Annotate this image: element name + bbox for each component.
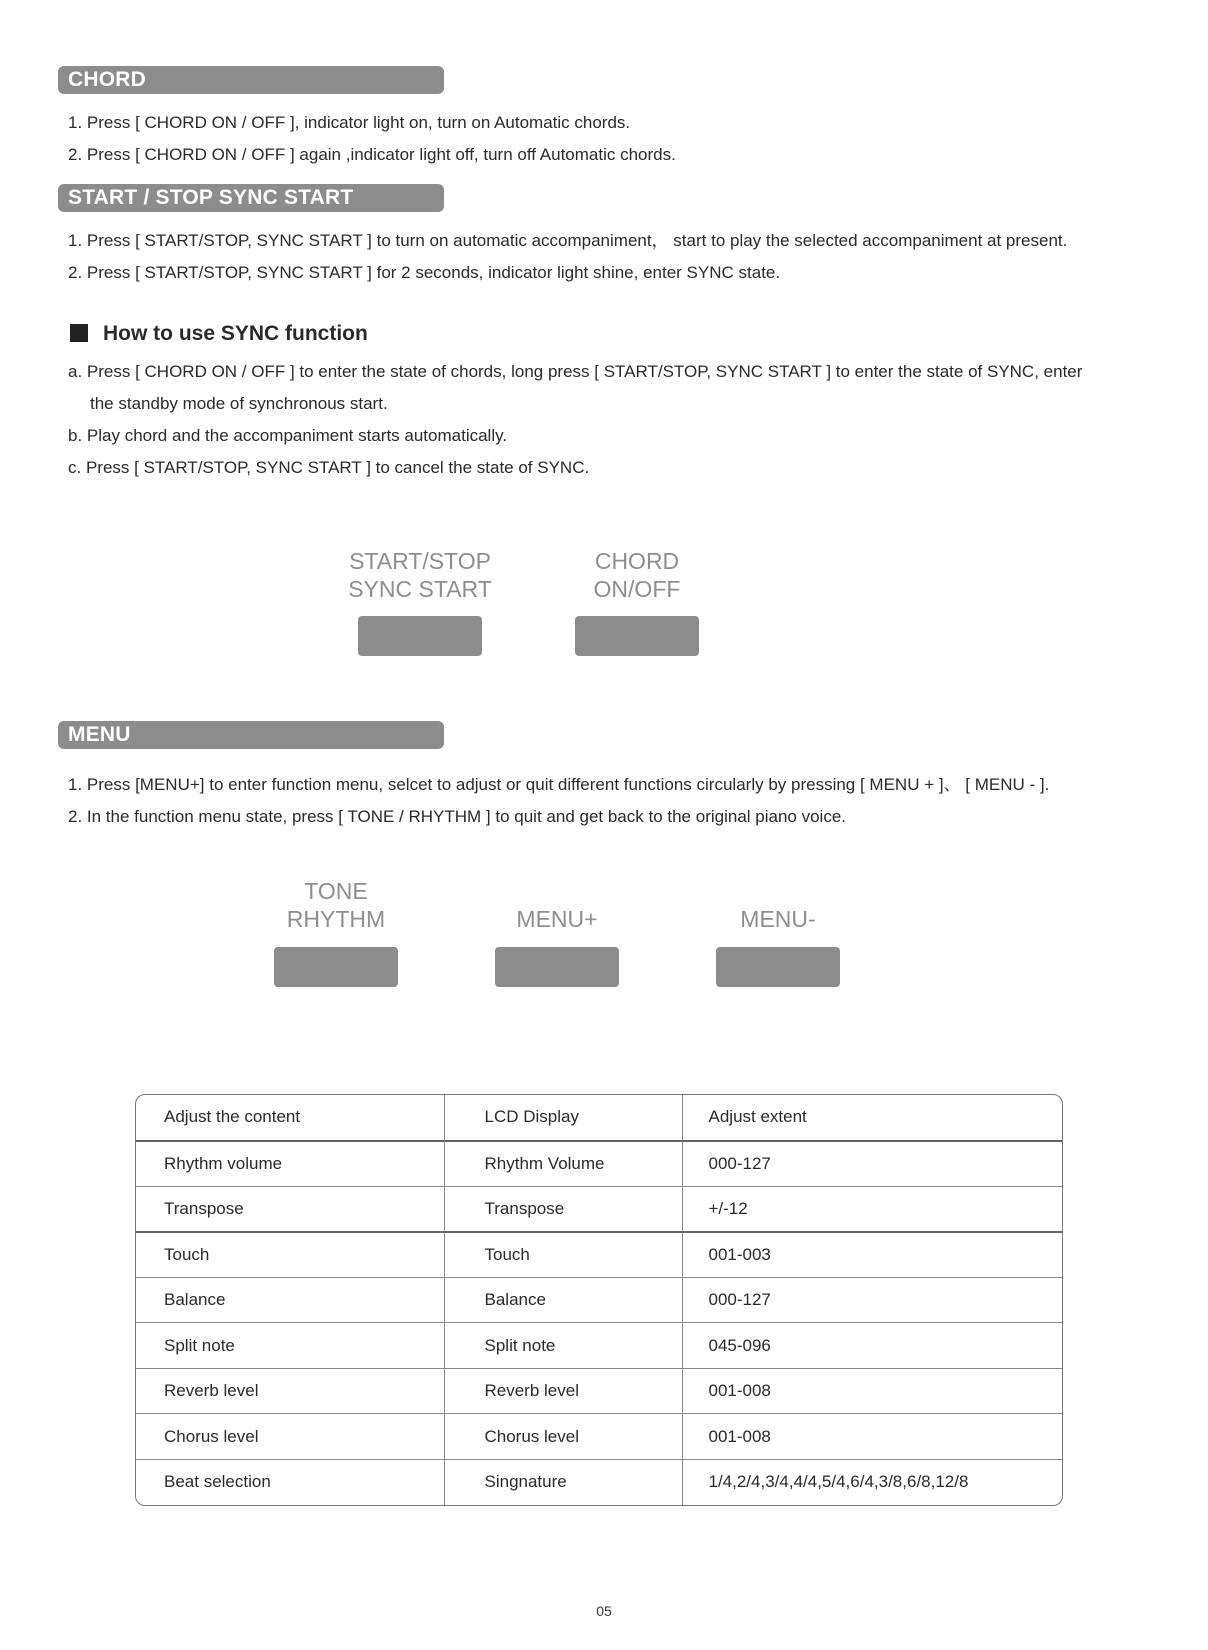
table-cell: 001-008 [682, 1414, 1062, 1460]
chord-item-1: 1. Press [ CHORD ON / OFF ], indicator light on, turn on Automatic chords. [68, 113, 631, 132]
table-row [136, 1277, 1062, 1323]
sync-heading-text: How to use SYNC function [103, 322, 368, 345]
table-cell: Balance [136, 1277, 444, 1323]
table-cell: 1/4,2/4,3/4,4/4,5/4,6/4,3/8,6/8,12/8 [708, 1472, 969, 1492]
menu-plus-button[interactable] [495, 947, 619, 987]
table-row [136, 1232, 1062, 1278]
tone-rhythm-button[interactable] [274, 947, 398, 987]
sync-item-c: c. Press [ START/STOP, SYNC START ] to cancel the state of SYNC. [68, 458, 590, 477]
table-cell: Reverb level [444, 1368, 682, 1414]
menu-minus-button[interactable] [716, 947, 840, 987]
start-stop-sync-button[interactable] [358, 616, 482, 656]
header-adjust-extent: Adjust extent [682, 1095, 1062, 1141]
table-cell: 000-127 [682, 1141, 1062, 1187]
sync-item-a-cont: the standby mode of synchronous start. [90, 394, 388, 413]
menu-item-1: 1. Press [MENU+] to enter function menu, selcet to adjust or quit different functions circularly by pressing [ MENU + ]、 [ MENU - ]. [68, 775, 1050, 794]
table-cell: Singnature [444, 1459, 682, 1505]
menu-item-2: 2. In the function menu state, press [ TONE / RHYTHM ] to quit and get back to the original piano voice. [68, 807, 846, 826]
table-row [136, 1141, 1062, 1187]
tone-label-2: RHYTHM [286, 906, 386, 932]
table-cell: Chorus level [136, 1414, 444, 1460]
table-row [136, 1414, 1062, 1460]
start-stop-item-1: 1. Press [ START/STOP, SYNC START ] to turn on automatic accompaniment， start to play the selected accompaniment at present. [68, 231, 1068, 250]
start-stop-item-2: 2. Press [ START/STOP, SYNC START ] for 2 seconds, indicator light shine, enter SYNC state. [68, 263, 781, 282]
sync-heading [70, 322, 368, 346]
table-cell: Touch [136, 1232, 444, 1278]
table-header-row [136, 1095, 1062, 1141]
menu-section-title: MENU [58, 721, 444, 749]
start-stop-section-title: START / STOP SYNC START [58, 184, 444, 212]
table-row [136, 1323, 1062, 1369]
table-cell: Transpose [444, 1186, 682, 1232]
table-cell: Touch [444, 1232, 682, 1278]
table-row [136, 1459, 1062, 1505]
sync-item-b: b. Play chord and the accompaniment starts automatically. [68, 426, 508, 445]
menu-minus-label: MENU- [740, 906, 816, 932]
sync-item-a: a. Press [ CHORD ON / OFF ] to enter the state of chords, long press [ START/STOP, SYNC START ] to enter the state of SYNC, enter [68, 362, 1083, 381]
table-cell: Beat selection [136, 1459, 444, 1505]
table-row [136, 1368, 1062, 1414]
table-cell: 001-008 [682, 1368, 1062, 1414]
start-stop-label-1: START/STOP [349, 548, 491, 574]
table-cell: Balance [444, 1277, 682, 1323]
table-cell: 000-127 [682, 1277, 1062, 1323]
table-row [136, 1186, 1062, 1232]
header-adjust-content: Adjust the content [136, 1095, 444, 1141]
table-cell: +/-12 [682, 1186, 1062, 1232]
table-cell: Split note [444, 1323, 682, 1369]
table-cell: Split note [136, 1323, 444, 1369]
menu-plus-label: MENU+ [516, 906, 598, 932]
page-number: 05 [596, 1603, 612, 1619]
chord-label-2: ON/OFF [593, 576, 681, 602]
chord-on-off-button[interactable] [575, 616, 699, 656]
header-lcd-display: LCD Display [444, 1095, 682, 1141]
table-cell: 001-003 [682, 1232, 1062, 1278]
table-cell: Rhythm Volume [444, 1141, 682, 1187]
table-cell: Rhythm volume [136, 1141, 444, 1187]
chord-section-title: CHORD [58, 66, 444, 94]
chord-label-1: CHORD [594, 548, 680, 574]
table-cell: Chorus level [444, 1414, 682, 1460]
tone-label-1: TONE [304, 878, 368, 904]
square-bullet-icon [70, 324, 88, 342]
function-table [135, 1094, 1063, 1506]
chord-item-2: 2. Press [ CHORD ON / OFF ] again ,indicator light off, turn off Automatic chords. [68, 145, 676, 164]
table-cell: Reverb level [136, 1368, 444, 1414]
start-stop-label-2: SYNC START [348, 576, 492, 602]
table-cell: 045-096 [682, 1323, 1062, 1369]
table-cell: Transpose [136, 1186, 444, 1232]
